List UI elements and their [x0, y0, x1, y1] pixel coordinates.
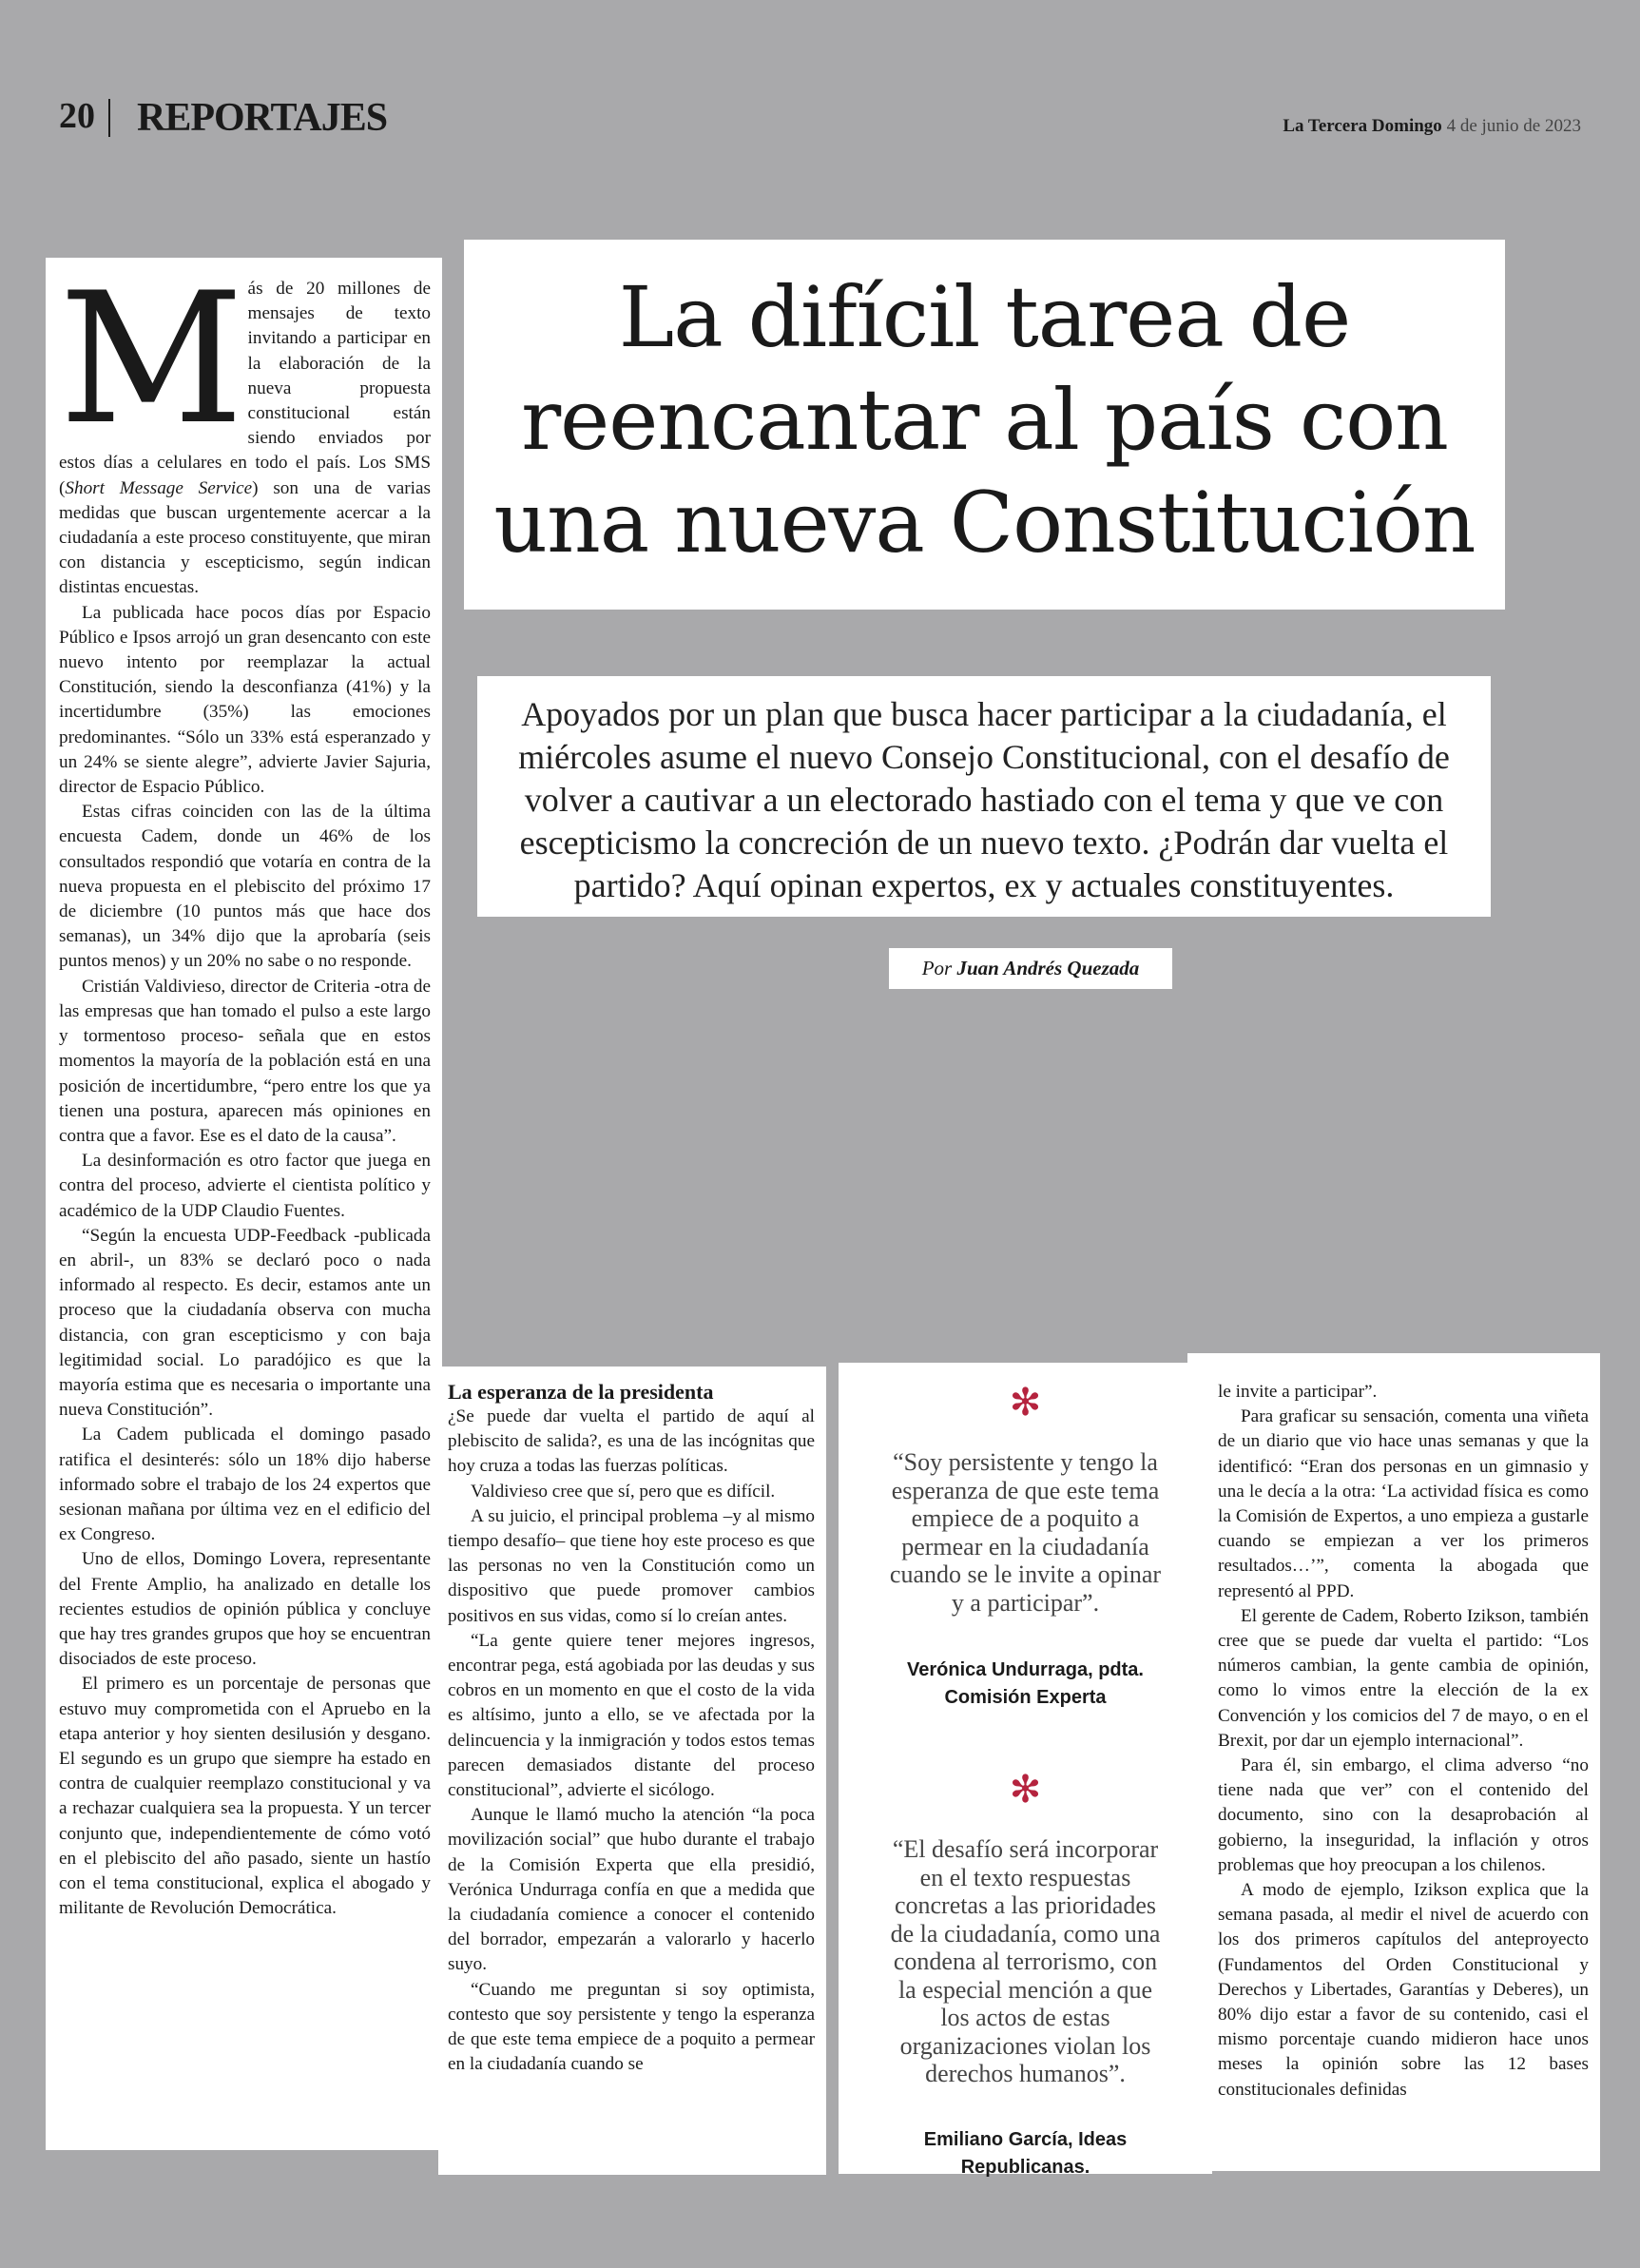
paragraph: Aunque le llamó mucho la atención “la poca movilización social” que hubo durante el trabajo de la Comisión Experta que ella presidió, Verónica Undurraga confía en que a medida que la ciudadanía comience a conocer el contenido del borrador, empezarán a valorarlo y hacerlo suyo. — [448, 1805, 815, 1975]
pull-quotes-column — [839, 1363, 1212, 2178]
paragraph: ¿Se puede dar vuelta el partido de aquí al plebiscito de salida?, es una de las incógnitas que hoy cruza a todas las fuerzas políticas. — [448, 1406, 815, 1477]
headline-line: La difícil tarea de — [618, 268, 1351, 366]
paragraph: ás de 20 millones de mensajes de texto invitando a participar en la elaboración de la nueva propuesta constitucional están siendo enviados por estos días a celulares en todo el país. Los SMS (Short Message Service) son una de varias medidas que buscan urgentemente acercar a la ciudadanía a este proceso constituyente, que miran con distancia y escepticismo, según indican distintas encuestas. — [59, 279, 431, 598]
section-title: REPORTAJES — [137, 96, 388, 140]
paragraph: Valdivieso cree que sí, pero que es difícil. — [471, 1481, 776, 1502]
paragraph: Estas cifras coinciden con las de la última encuesta Cadem, donde un 46% de los consultados respondió que votaría en contra de la nueva propuesta en el plebiscito del próximo 17 de diciembre (10 puntos más que hace dos semanas), un 34% dijo que la aprobaría (seis puntos menos) y un 20% no sabe o no responde. — [59, 802, 431, 972]
article-column-1 — [46, 254, 442, 2150]
headline-line: una nueva Constitución — [493, 474, 1476, 572]
lead-line: Apoyados por un plan que busca hacer participar a la ciudadanía, el — [521, 695, 1447, 733]
pull-quote: “El desafío será incorporar en el texto respuestas concretas a las prioridades de la ciudadanía, como una condena al terrorismo, con la especial mención a que los actos de estas organizaciones violan los derechos humanos”. — [890, 1835, 1161, 2087]
article-column-4 — [1187, 1353, 1600, 2171]
headline-box — [464, 240, 1505, 610]
paragraph: Para él, sin embargo, el clima adverso “no tiene nada que ver” con el contenido del documento, sino con la desaprobación al gobierno, la inseguridad, la inflación y otros problemas que hoy preocupan a los chilenos. — [1218, 1755, 1589, 1875]
paragraph: Cristián Valdivieso, director de Criteria -otra de las empresas que han tomado el pulso a este largo y tormentoso proceso- señala que en estos momentos la mayoría de la población está en una posición de incertidumbre, “pero entre los que ya tienen una postura, aparecen más opiniones en contra que a favor. Ese es el dato de la causa”. — [59, 976, 431, 1146]
headline-line: reencantar al país con — [521, 371, 1448, 469]
byline-author: Juan Andrés Quezada — [956, 957, 1140, 979]
pull-quote: “Soy persistente y tengo la esperanza de que este tema empiece de a poquito a permear en la ciudadanía cuando se le invite a opinar y a participar”. — [889, 1448, 1162, 1617]
subheading: La esperanza de la presidenta — [448, 1380, 714, 1404]
paragraph: La desinformación es otro factor que juega en contra del proceso, advierte el cientista político y académico de la UDP Claudio Fuentes. — [59, 1151, 431, 1221]
paragraph: “Cuando me preguntan si soy optimista, contesto que soy persistente y tengo la esperanza de que este tema empiece de a poquito a permear en la ciudadanía cuando se — [448, 1979, 815, 2075]
publication-line — [1283, 116, 1581, 137]
lead-line: volver a cautivar a un electorado hastiado con el tema y que ve con — [524, 781, 1444, 819]
lead-line: partido? Aquí opinan expertos, ex y actuales constituyentes. — [573, 866, 1395, 904]
quote-attribution: Verónica Undurraga, pdta. Comisión Experta — [907, 1659, 1144, 1708]
paragraph: A su juicio, el principal problema –y al mismo tiempo desafío– que tiene hoy este proceso es que las personas no ven la Constitución como un dispositivo que puede promover cambios positivos en sus vidas, como sí lo creían antes. — [448, 1505, 815, 1626]
paragraph: La publicada hace pocos días por Espacio Público e Ipsos arrojó un gran desencanto con este nuevo intento por reemplazar la actual Constitución, siendo la desconfianza (41%) y la incertidumbre (35%) las emociones predominantes. “Sólo un 33% está esperanzado y un 24% se siente alegre”, advierte Javier Sajuria, director de Espacio Público. — [59, 602, 431, 798]
lead — [477, 693, 1491, 907]
paragraph: El primero es un porcentaje de personas que estuvo muy comprometida con el Apruebo en la etapa anterior y hoy sienten desilusión y desgano. El segundo es un grupo que siempre ha estado en contra de cualquier reemplazo constitucional y va a rechazar cualquiera sea la propuesta. Y un tercer conjunto que, independientemente de cómo votó en el plebiscito del año pasado, siente un hastío con el tema constitucional, explica el abogado y militante de Revolución Democrática. — [59, 1674, 431, 1919]
lead-box — [477, 676, 1491, 917]
paragraph: El gerente de Cadem, Roberto Izikson, también cree que se puede dar vuelta el partido: “Los números cambian, la gente cambia de opinión, como lo vimos entre la elección de la ex Convención y los comicios del 7 de mayo, o en el Brexit, por dar un ejemplo internacional”. — [1218, 1605, 1589, 1751]
article-column-2 — [438, 1367, 826, 2175]
byline-prefix: Por — [921, 957, 953, 979]
headline — [464, 266, 1505, 574]
paragraph: Para graficar su sensación, comenta una viñeta de un diario que vio hace unas semanas y que la identificó: “Eran dos personas en un gimnasio y una le decía a la otra: ‘La actividad física es como la Comisión de Expertos, a uno empieza a gustarle cuando se empiezan a ver los primeros resultados…’”, comenta la abogada que representó al PPD. — [1218, 1406, 1589, 1601]
paragraph: “Según la encuesta UDP-Feedback -publicada en abril-, un 83% se declaró poco o nada informado al respecto. Es decir, estamos ante un proceso que la ciudadanía observa con mucha distancia, con gran escepticismo y con baja legitimidad social. Lo paradójico es que la mayoría estima que es necesaria o importante una nueva Constitución”. — [59, 1225, 431, 1421]
publication-name: La Tercera Domingo — [1283, 116, 1442, 136]
asterisk-icon: ✻ — [1009, 1768, 1042, 1812]
asterisk-icon: ✻ — [1009, 1381, 1042, 1425]
paragraph: La Cadem publicada el domingo pasado ratifica el desinterés: sólo un 18% dijo haberse informado sobre el trabajo de los 24 expertos que sesionan mañana por última vez en el edificio del ex Congreso. — [59, 1425, 431, 1545]
paragraph: A modo de ejemplo, Izikson explica que la semana pasada, al medir el nivel de acuerdo con los dos primeros capítulos del anteproyecto (Fundamentos del Orden Constitucional y Derechos y Libertades, Garantías y Deberes), un 80% dijo estar a favor de su contenido, casi el mismo porcentaje cuando midieron hace unos meses la opinión sobre las 12 bases constitucionales definidas — [1218, 1880, 1589, 2100]
header-divider — [108, 99, 110, 137]
drop-cap: M — [59, 254, 239, 464]
lead-line: escepticismo la concreción de un nuevo texto. ¿Podrán dar vuelta el — [519, 824, 1449, 862]
paragraph: le invite a participar”. — [1218, 1382, 1378, 1402]
byline — [889, 948, 1172, 989]
page-number: 20 — [59, 96, 95, 136]
paragraph: Uno de ellos, Domingo Lovera, representante del Frente Amplio, ha analizado en detalle los recientes estudios de opinión pública y concluye que hay tres grandes grupos que hoy se encuentran disociados de este proceso. — [59, 1549, 431, 1670]
paragraph: “La gente quiere tener mejores ingresos, encontrar pega, está agobiada por las deudas y sus cobros en un momento en que el costo de la vida es altísimo, junto a ello, se ve afectada por la delincuencia y la inmigración y todos estos temas parecen demasiados distante del proceso constitucional”, advierte el sicólogo. — [448, 1630, 815, 1801]
lead-line: miércoles asume el nuevo Consejo Constitucional, con el desafío de — [518, 738, 1450, 776]
publication-date: 4 de junio de 2023 — [1446, 116, 1581, 136]
quote-attribution: Emiliano García, Ideas Republicanas. — [923, 2128, 1128, 2178]
